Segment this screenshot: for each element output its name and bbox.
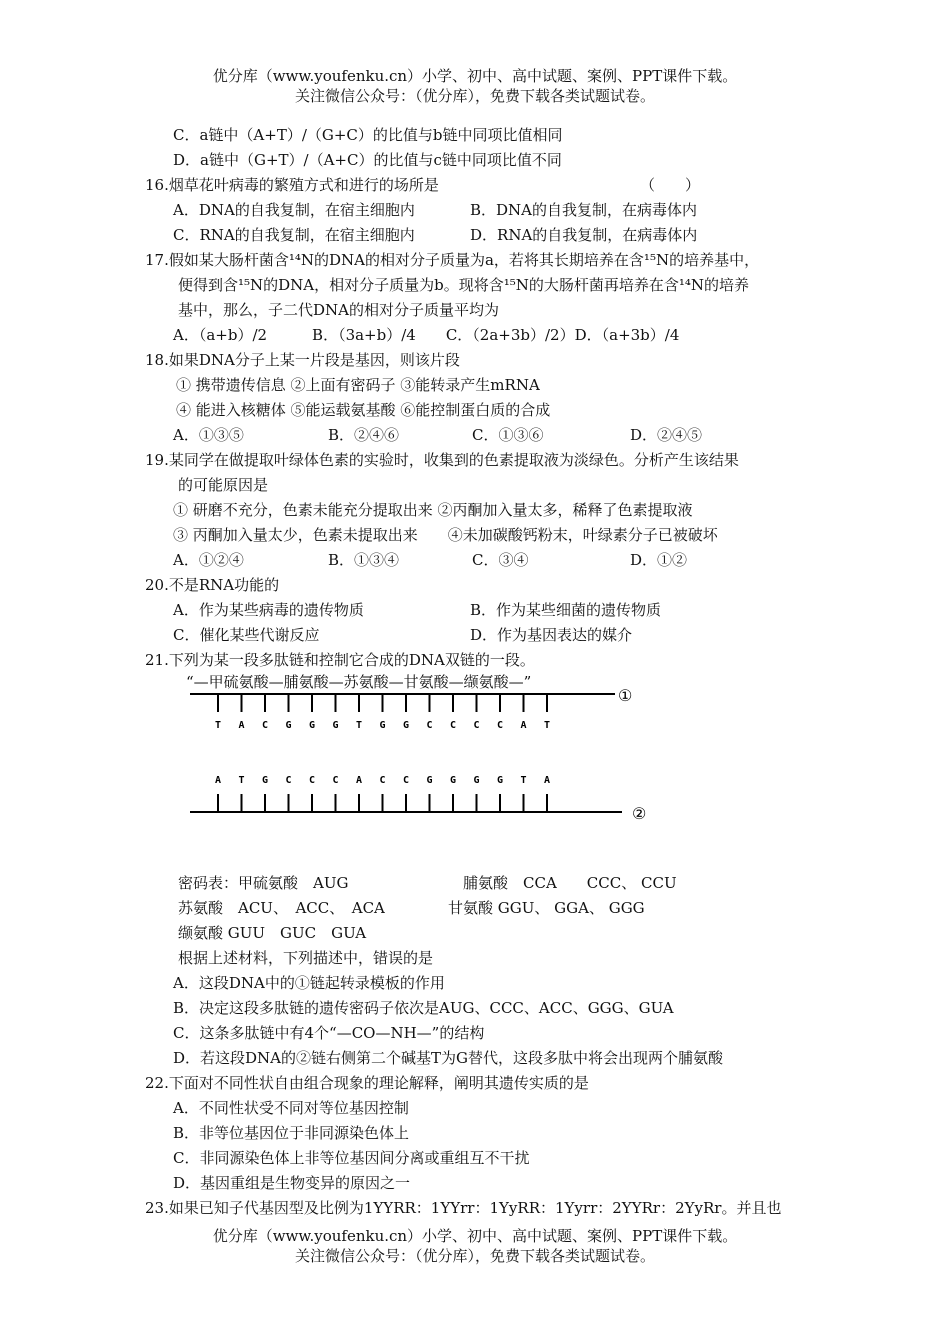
q21-option-c: C．这条多肽链中有4个“—CO—NH—”的结构: [173, 1024, 485, 1042]
strand-2-base: G: [262, 775, 269, 786]
strand-2-base: G: [426, 775, 433, 786]
q17-stem-line-3: 基中，那么，子二代DNA的相对分子质量平均为: [178, 301, 499, 319]
q21-option-d: D．若这段DNA的②链右侧第二个碱基T为G替代，这段多肽中将会出现两个脯氨酸: [173, 1049, 724, 1067]
footer-line-1: 优分库（www.youfenku.cn）小学、初中、高中试题、案例、PPT课件下载。: [212, 1227, 738, 1245]
q18-items-line-2: ④ 能进入核糖体 ⑤能运载氨基酸 ⑥能控制蛋白质的合成: [176, 401, 551, 419]
q22-option-d: D．基因重组是生物变异的原因之一: [173, 1174, 411, 1192]
codon-table-row-3: 缬氨酸 GUU GUC GUA: [178, 924, 367, 942]
q19-option-b: B．①③④: [328, 551, 400, 569]
q22-option-a: A．不同性状受不同对等位基因控制: [173, 1099, 409, 1117]
q20-option-c: C．催化某些代谢反应: [173, 626, 320, 644]
q21-option-a: A．这段DNA中的①链起转录模板的作用: [173, 974, 445, 992]
strand-1-base: G: [403, 720, 410, 731]
q19-stem: 19.某同学在做提取叶绿体色素的实验时，收集到的色素提取液为淡绿色。分析产生该结果: [145, 451, 739, 469]
q21-peptide-chain: “—甲硫氨酸—脯氨酸—苏氨酸—甘氨酸—缬氨酸—”: [186, 673, 532, 691]
q15-option-c: C．a链中（A+T）/（G+C）的比值与b链中同项比值相同: [173, 126, 563, 144]
codon-table-row-2-left: 苏氨酸 ACU、 ACC、 ACA: [178, 899, 385, 917]
strand-1-base: C: [473, 720, 480, 731]
q16-option-b: B．DNA的自我复制，在病毒体内: [470, 201, 698, 219]
strand-2-base: C: [309, 775, 316, 786]
q18-option-a: A．①③⑤: [173, 426, 244, 444]
codon-table-row-1-left: 密码表：甲硫氨酸 AUG: [178, 874, 349, 892]
strand-2-base: A: [544, 775, 551, 786]
q17-stem-line-1: 17.假如某大肠杆菌含¹⁴N的DNA的相对分子质量为a，若将其长期培养在含¹⁵N的培养基中，: [145, 251, 760, 269]
strand-2-base: G: [450, 775, 457, 786]
codon-table-row-1-right: 脯氨酸 CCA CCC、 CCU: [463, 874, 677, 892]
header-line-1: 优分库（www.youfenku.cn）小学、初中、高中试题、案例、PPT课件下载。: [212, 67, 738, 85]
q20-stem: 20.不是RNA功能的: [145, 576, 280, 594]
strand-1-base: C: [426, 720, 433, 731]
q20-option-d: D．作为基因表达的媒介: [470, 626, 633, 644]
q18-option-b: B．②④⑥: [328, 426, 400, 444]
q17-options: A．（a+b）/2 B．（3a+b）/4 C．（2a+3b）/2）D．（a+3b）/4: [173, 326, 680, 344]
strand-2-base: A: [356, 775, 363, 786]
q19-option-c: C．③④: [472, 551, 529, 569]
q20-option-b: B．作为某些细菌的遗传物质: [470, 601, 662, 619]
strand-2-base: C: [285, 775, 292, 786]
strand-2-base: C: [379, 775, 386, 786]
strand-2-base: G: [497, 775, 504, 786]
q21-option-b: B．决定这段多肽链的遗传密码子依次是AUG、CCC、ACC、GGG、GUA: [173, 999, 674, 1017]
codon-table-row-2-right: 甘氨酸 GGU、 GGA、 GGG: [448, 899, 645, 917]
strand-1-base: A: [520, 720, 527, 731]
q18-items-line-1: ① 携带遗传信息 ②上面有密码子 ③能转录产生mRNA: [176, 376, 540, 394]
q19-option-a: A．①②④: [173, 551, 244, 569]
strand-2-bases: [215, 775, 550, 786]
strand-1-base: C: [450, 720, 457, 731]
strand-1-base: T: [356, 720, 363, 731]
q19-items-line-1: ① 研磨不充分，色素未能充分提取出来 ②丙酮加入量太多，稀释了色素提取液: [173, 501, 693, 519]
header-line-2: 关注微信公众号：（优分库），免费下载各类试题试卷。: [294, 87, 655, 105]
q18-stem: 18.如果DNA分子上某一片段是基因，则该片段: [145, 351, 460, 369]
q16-option-d: D．RNA的自我复制，在病毒体内: [470, 226, 698, 244]
strand-1-base: T: [544, 720, 551, 731]
strand-2-base: T: [238, 775, 245, 786]
q17-stem-line-2: 便得到含¹⁵N的DNA，相对分子质量为b。现将含¹⁵N的大肠杆菌再培养在含¹⁴N的培养: [178, 276, 750, 294]
strand-1-base: C: [497, 720, 504, 731]
q22-stem: 22.下面对不同性状自由组合现象的理论解释，阐明其遗传实质的是: [145, 1074, 589, 1092]
strand-2-base: C: [332, 775, 339, 786]
strand-2-base: C: [403, 775, 410, 786]
q19-stem-line-2: 的可能原因是: [178, 476, 269, 494]
strand-1-bases: [215, 720, 550, 731]
q21-stem: 21.下列为某一段多肽链和控制它合成的DNA双链的一段。: [145, 651, 535, 669]
q18-option-c: C．①③⑥: [472, 426, 544, 444]
q22-option-c: C．非同源染色体上非等位基因间分离或重组互不干扰: [173, 1149, 530, 1167]
q16-stem: 16.烟草花叶病毒的繁殖方式和进行的场所是: [145, 176, 439, 194]
q20-option-a: A．作为某些病毒的遗传物质: [173, 601, 364, 619]
strand-1-base: C: [262, 720, 269, 731]
page-footer: [0, 1226, 950, 1266]
strand-1-base: G: [285, 720, 292, 731]
q23-stem: 23.如果已知子代基因型及比例为1YYRR：1YYrr：1YyRR：1Yyrr：2YYRr：2YyRr。并且也: [145, 1199, 782, 1217]
q21-ask: 根据上述材料，下列描述中，错误的是: [178, 949, 434, 967]
q19-option-d: D．①②: [630, 551, 688, 569]
q15-option-d: D．a链中（G+T）/（A+C）的比值与c链中同项比值不同: [173, 151, 562, 169]
q18-option-d: D．②④⑤: [630, 426, 703, 444]
q16-option-a: A．DNA的自我复制，在宿主细胞内: [173, 201, 415, 219]
strand-1-ticks: [218, 694, 547, 712]
strand-1-base: T: [215, 720, 222, 731]
q16-option-c: C．RNA的自我复制，在宿主细胞内: [173, 226, 415, 244]
strand-1-base: G: [379, 720, 386, 731]
q22-option-b: B．非等位基因位于非同源染色体上: [173, 1124, 410, 1142]
strand-2-label: ②: [632, 804, 647, 823]
strand-1-base: G: [309, 720, 316, 731]
strand-2-ticks: [218, 794, 547, 812]
strand-2-base: A: [215, 775, 222, 786]
strand-2-base: G: [473, 775, 480, 786]
strand-1-label: ①: [618, 686, 633, 705]
strand-1-base: G: [332, 720, 339, 731]
q19-items-line-2: ③ 丙酮加入量太少，色素未提取出来 ④未加碳酸钙粉末，叶绿素分子已被破坏: [173, 526, 718, 544]
footer-line-2: 关注微信公众号：（优分库），免费下载各类试题试卷。: [294, 1247, 655, 1265]
q16-answer-bracket: （ ）: [640, 176, 701, 194]
strand-1-base: A: [238, 720, 245, 731]
strand-2-base: T: [520, 775, 527, 786]
